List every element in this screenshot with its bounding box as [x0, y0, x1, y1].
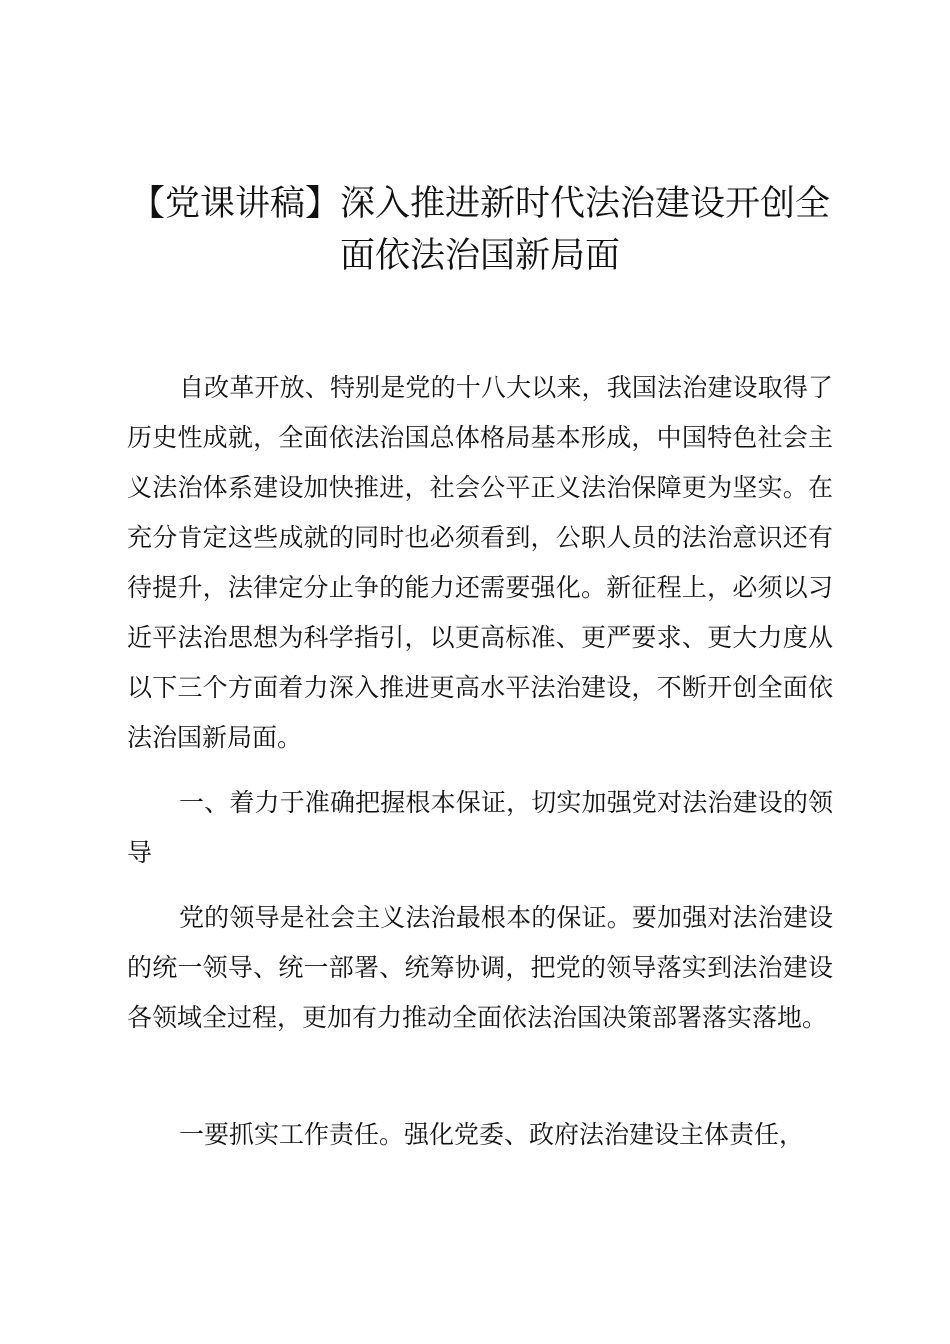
- title-line-2: 面依法治国新局面: [339, 236, 620, 276]
- section-heading-1: 一、着力于准确把握根本保证，切实加强党对法治建设的领导: [127, 788, 833, 867]
- body-paragraph: 党的领导是社会主义法治最根本的保证。要加强对法治建设的统一领导、统一部署、统筹协调，把党的领导落实到法治建设各领域全过程，更加有力推动全面依法治国决策部署落实落地。: [127, 903, 833, 1032]
- document-title: [120, 178, 840, 282]
- intro-paragraph: 自改革开放、特别是党的十八大以来，我国法治建设取得了历史性成就，全面依法治国总体格局基本形成，中国特色社会主义法治体系建设加快推进，社会公平正义法治保障更为坚实。在充分肯定这些成就的同时也必须看到，公职人员的法治意识还有待提升，法律定分止争的能力还需要强化。新征程上，必须以习近平法治思想为科学指引，以更高标准、更严要求、更大力度从以下三个方面着力深入推进更高水平法治建设，不断开创全面依法治国新局面。: [127, 373, 833, 752]
- title-line-1: 【党课讲稿】深入推进新时代法治建设开创全: [129, 184, 830, 224]
- body-paragraph-partial: 一要抓实工作责任。强化党委、政府法治建设主体责任，: [179, 1120, 805, 1149]
